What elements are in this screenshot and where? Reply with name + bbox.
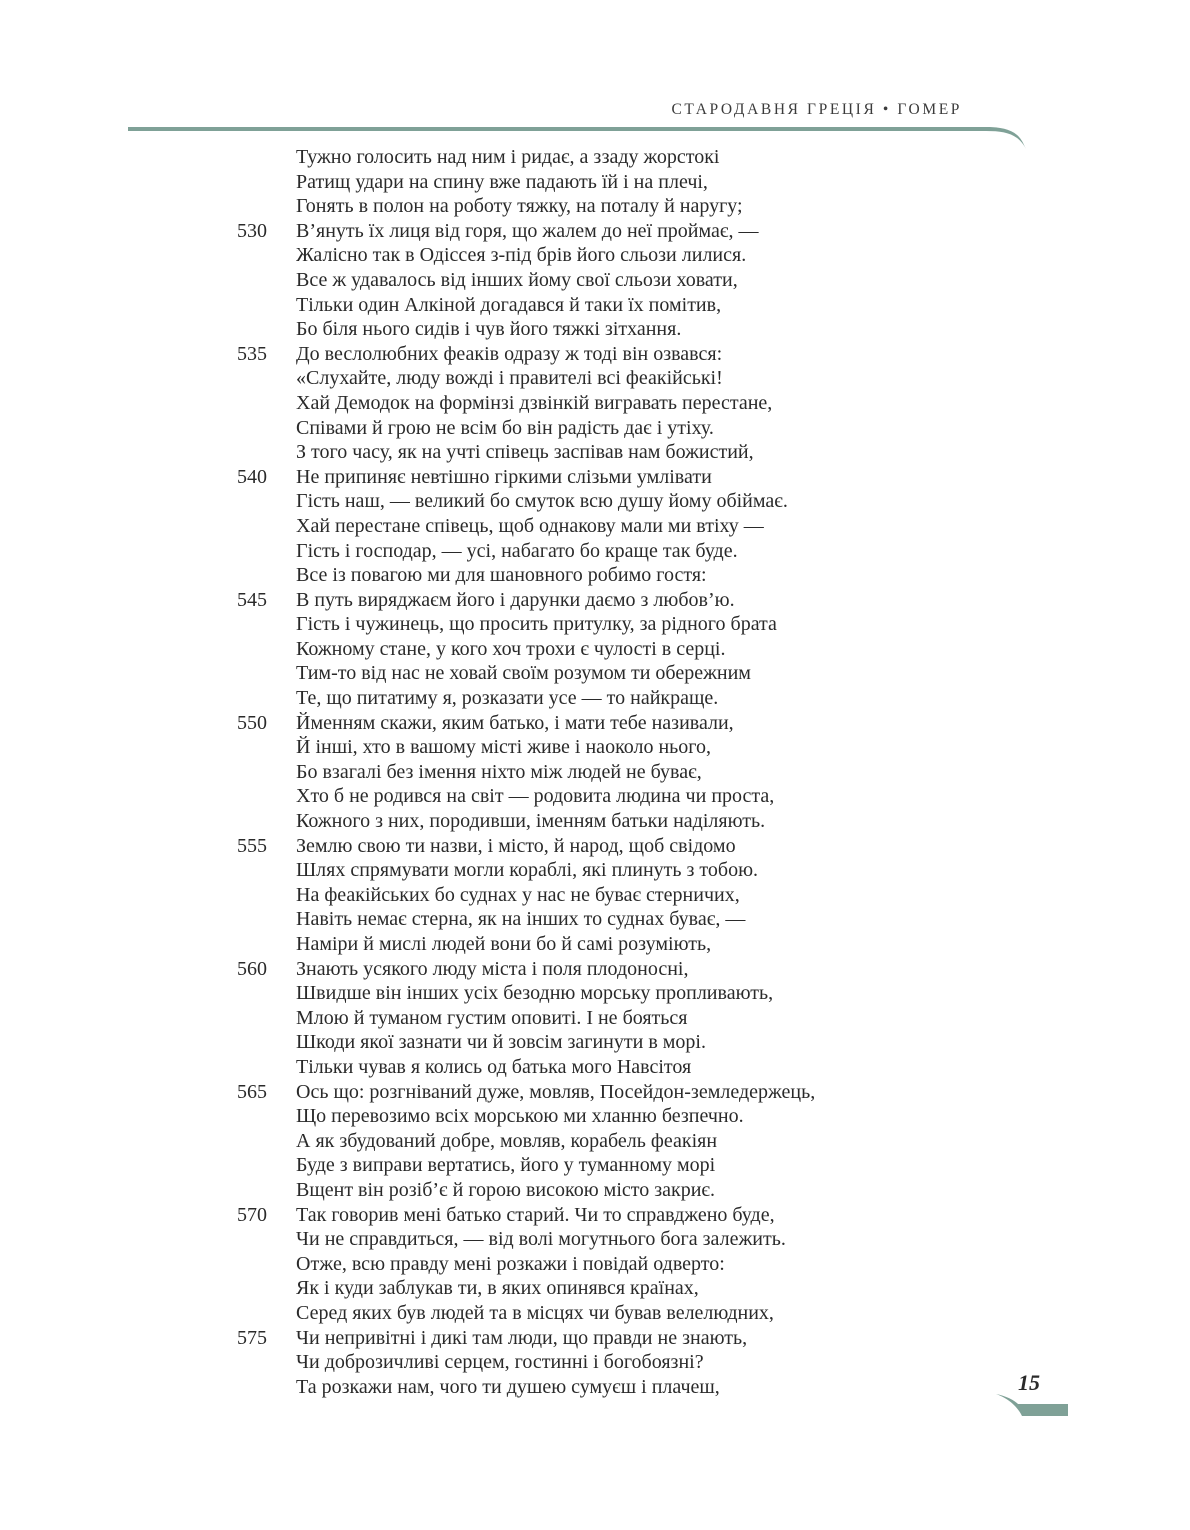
verse-text: Шлях спрямувати могли кораблі, які плинуть з тобою. bbox=[296, 859, 759, 882]
verse-text: Швидше він інших усіх безодню морську пропливають, bbox=[296, 982, 774, 1005]
poem-body bbox=[0, 145, 1190, 1399]
verse-line bbox=[0, 366, 1190, 391]
verse-line bbox=[0, 883, 1190, 908]
verse-text: Як і куди заблукав ти, в яких опинявся країнах, bbox=[296, 1277, 699, 1300]
verse-text: Тим-то від нас не ховай своїм розумом ти обережним bbox=[296, 662, 751, 685]
verse-text: Все ж удавалось від інших йому свої сльози ховати, bbox=[296, 268, 738, 291]
line-number: 560 bbox=[237, 957, 267, 980]
verse-line bbox=[0, 1055, 1190, 1080]
line-number: 575 bbox=[237, 1326, 267, 1349]
verse-line bbox=[0, 1080, 1190, 1105]
verse-text: Гість і господар, — усі, набагато бо краще так буде. bbox=[296, 539, 738, 562]
verse-line bbox=[0, 1203, 1190, 1228]
verse-text: Ратищ удари на спину вже падають їй і на плечі, bbox=[296, 170, 708, 193]
verse-text: Співами й грою не всім бо він радість дає і утіху. bbox=[296, 416, 714, 439]
verse-line bbox=[0, 268, 1190, 293]
verse-line bbox=[0, 293, 1190, 318]
verse-text: Шкоди якої зазнати чи й зовсім загинути в морі. bbox=[296, 1031, 706, 1054]
verse-text: Хай перестане співець, щоб однакову мали ми втіху — bbox=[296, 514, 764, 537]
verse-text: На феакійських бо суднах у нас не буває стерничих, bbox=[296, 883, 740, 906]
verse-line bbox=[0, 957, 1190, 982]
verse-text: До веслолюбних феаків одразу ж тоді він озвався: bbox=[296, 342, 723, 365]
line-number: 555 bbox=[237, 834, 267, 857]
verse-line bbox=[0, 145, 1190, 170]
verse-text: Буде з виправи вертатись, його у туманному морі bbox=[296, 1154, 716, 1177]
verse-text: Так говорив мені батько старий. Чи то справджено буде, bbox=[296, 1203, 775, 1226]
verse-text: Й інші, хто в вашому місті живе і наоколо нього, bbox=[296, 736, 712, 759]
verse-text: Тужно голосить над ним і ридає, а ззаду жорстокі bbox=[296, 146, 720, 168]
verse-line bbox=[0, 711, 1190, 736]
verse-text: Хто б не родився на світ — родовита людина чи проста, bbox=[296, 785, 775, 808]
verse-line bbox=[0, 1006, 1190, 1031]
line-number: 550 bbox=[237, 711, 267, 734]
verse-text: Йменням скажи, яким батько, і мати тебе називали, bbox=[296, 711, 734, 734]
line-number: 565 bbox=[237, 1080, 267, 1103]
verse-text: Кожного з них, породивши, іменням батьки наділяють. bbox=[296, 810, 766, 833]
verse-text: Кожному стане, у кого хоч трохи є чулості в серці. bbox=[296, 637, 726, 660]
running-head: СТАРОДАВНЯ ГРЕЦІЯ • ГОМЕР bbox=[671, 101, 962, 118]
verse-line bbox=[0, 514, 1190, 539]
verse-text: В’януть їх лиця від горя, що жалем до неї проймає, — bbox=[296, 219, 759, 242]
verse-text: Гонять в полон на роботу тяжку, на поталу й наругу; bbox=[296, 195, 743, 218]
verse-line bbox=[0, 834, 1190, 859]
verse-text: Землю свою ти назви, і місто, й народ, щоб свідомо bbox=[296, 834, 736, 857]
verse-text: Вщент він розіб’є й горою високою місто закриє. bbox=[296, 1178, 716, 1201]
verse-line bbox=[0, 1178, 1190, 1203]
verse-line bbox=[0, 391, 1190, 416]
verse-line bbox=[0, 1030, 1190, 1055]
line-number: 570 bbox=[237, 1203, 267, 1226]
verse-line bbox=[0, 932, 1190, 957]
verse-line bbox=[0, 1276, 1190, 1301]
line-number: 535 bbox=[237, 342, 267, 365]
verse-line bbox=[0, 194, 1190, 219]
verse-line bbox=[0, 563, 1190, 588]
verse-line bbox=[0, 1301, 1190, 1326]
line-number: 545 bbox=[237, 588, 267, 611]
page-number-tab bbox=[996, 1394, 1068, 1416]
verse-text: Бо біля нього сидів і чув його тяжкі зітхання. bbox=[296, 318, 682, 341]
verse-line bbox=[0, 1104, 1190, 1129]
verse-line bbox=[0, 588, 1190, 613]
verse-line bbox=[0, 735, 1190, 760]
verse-text: Тільки один Алкіной догадався й таки їх помітив, bbox=[296, 293, 722, 316]
verse-line bbox=[0, 243, 1190, 268]
page-number-ornament bbox=[996, 1394, 1068, 1420]
line-number: 530 bbox=[237, 219, 267, 242]
verse-text: Та розкажи нам, чого ти душею сумуєш і плачеш, bbox=[296, 1375, 720, 1398]
verse-text: «Слухайте, люду вожді і правителі всі феакійські! bbox=[296, 367, 723, 390]
verse-line bbox=[0, 637, 1190, 662]
verse-line bbox=[0, 1227, 1190, 1252]
verse-text: Наміри й мислі людей вони бо й самі розуміють, bbox=[296, 933, 712, 955]
verse-text: Знають усякого люду міста і поля плодоносні, bbox=[296, 957, 689, 980]
verse-line bbox=[0, 1350, 1190, 1375]
verse-line bbox=[0, 1252, 1190, 1277]
verse-line bbox=[0, 1129, 1190, 1154]
verse-text: Гість наш, — великий бо смуток всю душу йому обіймає. bbox=[296, 490, 788, 513]
verse-line bbox=[0, 661, 1190, 686]
verse-line bbox=[0, 760, 1190, 785]
verse-text: Ось що: розгніваний дуже, мовляв, Посейдон-земледержець, bbox=[296, 1080, 816, 1103]
verse-line bbox=[0, 612, 1190, 637]
verse-text: Чи доброзичливі серцем, гостинні і богобоязні? bbox=[296, 1351, 704, 1374]
verse-line bbox=[0, 1326, 1190, 1351]
verse-line bbox=[0, 170, 1190, 195]
verse-text: Жалісно так в Одіссея з-під брів його сльози лилися. bbox=[296, 244, 747, 267]
verse-line bbox=[0, 686, 1190, 711]
verse-line bbox=[0, 981, 1190, 1006]
verse-line bbox=[0, 342, 1190, 367]
verse-text: Серед яких був людей та в місцях чи бував велелюдних, bbox=[296, 1301, 774, 1324]
verse-text: Те, що питатиму я, розказати усе — то найкраще. bbox=[296, 687, 719, 710]
verse-line bbox=[0, 465, 1190, 490]
verse-text: Млою й туманом густим оповиті. І не бояться bbox=[296, 1006, 688, 1029]
verse-line bbox=[0, 858, 1190, 883]
verse-line bbox=[0, 317, 1190, 342]
verse-line bbox=[0, 440, 1190, 465]
verse-line bbox=[0, 784, 1190, 809]
verse-text: Тільки чував я колись од батька мого Навсітоя bbox=[296, 1055, 692, 1078]
verse-text: В путь виряджаєм його і дарунки даємо з любов’ю. bbox=[296, 588, 735, 611]
verse-line bbox=[0, 489, 1190, 514]
verse-text: Гість і чужинець, що просить притулку, за рідного брата bbox=[296, 613, 777, 636]
verse-text: Навіть немає стерна, як на інших то суднах буває, — bbox=[296, 908, 746, 931]
verse-line bbox=[0, 1153, 1190, 1178]
verse-text: А як збудований добре, мовляв, корабель феакіян bbox=[296, 1129, 718, 1152]
verse-text: Все із повагою ми для шановного робимо гостя: bbox=[296, 564, 707, 587]
verse-line bbox=[0, 809, 1190, 834]
verse-line bbox=[0, 907, 1190, 932]
verse-text: Отже, всю правду мені розкажи і повідай одверто: bbox=[296, 1252, 725, 1275]
verse-text: З того часу, як на учті співець заспівав нам божистий, bbox=[296, 441, 754, 464]
verse-text: Чи не справдиться, — від волі могутнього бога залежить. bbox=[296, 1228, 786, 1251]
page-number: 15 bbox=[1018, 1370, 1040, 1395]
verse-text: Що перевозимо всіх морською ми хланню безпечно. bbox=[296, 1105, 744, 1128]
verse-line bbox=[0, 219, 1190, 244]
verse-text: Не припиняє невтішно гіркими слізьми умлівати bbox=[296, 465, 712, 488]
line-number: 540 bbox=[237, 465, 267, 488]
verse-text: Чи непривітні і дикі там люди, що правди не знають, bbox=[296, 1326, 748, 1349]
verse-text: Хай Демодок на формінзі дзвінкій вигравать перестане, bbox=[296, 391, 773, 414]
verse-line bbox=[0, 539, 1190, 564]
verse-text: Бо взагалі без імення ніхто між людей не буває, bbox=[296, 760, 702, 783]
verse-line bbox=[0, 416, 1190, 441]
